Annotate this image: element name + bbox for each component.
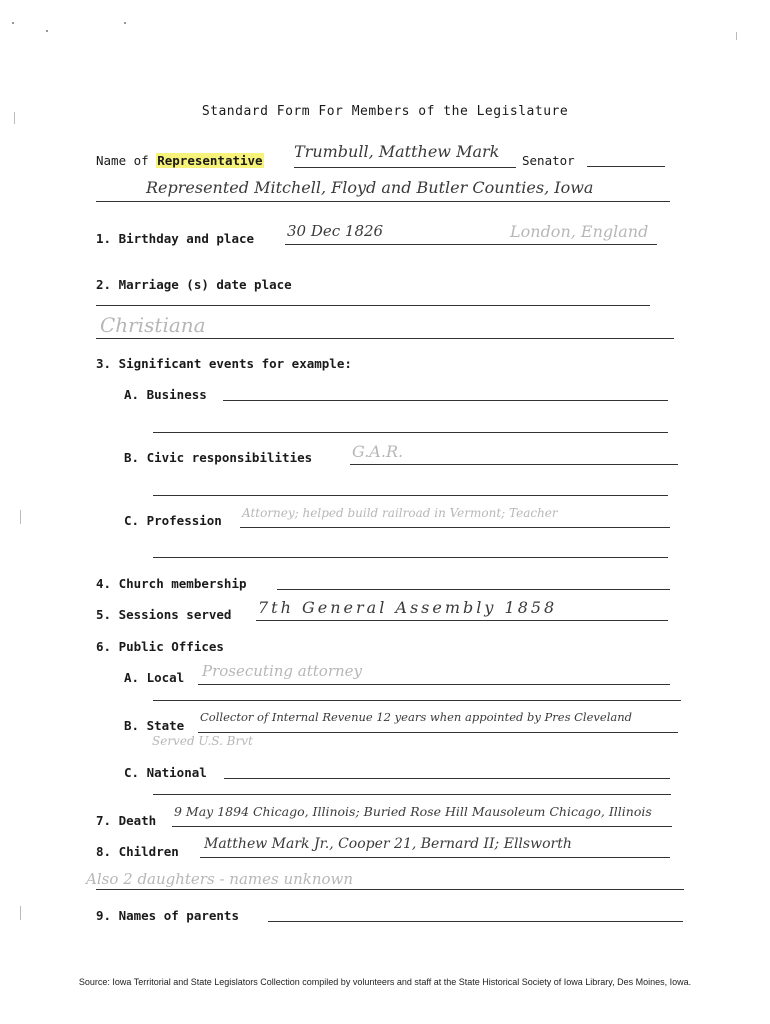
church-label: 4. Church membership [96, 576, 247, 591]
public-offices-label: 6. Public Offices [96, 639, 224, 654]
form-title: Standard Form For Members of the Legislature [201, 104, 569, 119]
scan-speck [124, 22, 126, 24]
birthday-label: 1. Birthday and place [96, 231, 255, 246]
children-label: 8. Children [96, 844, 179, 859]
state-handwriting-line2: Served U.S. Brvt [152, 734, 253, 748]
death-label: 7. Death [96, 813, 157, 828]
state-label: B. State [124, 718, 185, 733]
national-label: C. National [124, 765, 207, 780]
local-label: A. Local [124, 670, 185, 685]
birth-date-handwriting: 30 Dec 1826 [287, 222, 384, 240]
parents-label: 9. Names of parents [96, 908, 239, 923]
local-handwriting: Prosecuting attorney [202, 662, 362, 680]
profession-handwriting: Attorney; helped build railroad in Vermont; Teacher [242, 506, 558, 520]
name-handwriting: Trumbull, Matthew Mark [294, 142, 500, 161]
children-handwriting-line2: Also 2 daughters - names unknown [86, 870, 354, 888]
source-caption: Source: Iowa Territorial and State Legislators Collection compiled by volunteers and staff at the State Historical Society of Iowa Library, Des Moines, Iowa. [78, 977, 692, 987]
birth-place-handwriting: London, England [510, 222, 649, 241]
name-row [96, 153, 264, 168]
representative-label: Representative [157, 153, 263, 168]
scan-mark [20, 906, 21, 920]
death-handwriting: 9 May 1894 Chicago, Illinois; Buried Rose Hill Mausoleum Chicago, Illinois [174, 804, 652, 819]
scan-speck [46, 30, 48, 32]
children-handwriting: Matthew Mark Jr., Cooper 21, Bernard II; Ellsworth [204, 836, 572, 852]
state-handwriting: Collector of Internal Revenue 12 years when appointed by Pres Cleveland [200, 710, 633, 724]
civic-handwriting: G.A.R. [352, 442, 404, 461]
profession-label: C. Profession [124, 513, 222, 528]
significant-events-label: 3. Significant events for example: [96, 356, 352, 371]
sessions-label: 5. Sessions served [96, 607, 232, 622]
scan-mark [20, 510, 21, 524]
sessions-handwriting: 7th General Assembly 1858 [258, 598, 558, 617]
marriage-label: 2. Marriage (s) date place [96, 277, 292, 292]
senator-label: Senator [522, 153, 575, 168]
scan-mark [736, 32, 737, 40]
represented-handwriting: Represented Mitchell, Floyd and Butler Counties, Iowa [146, 178, 594, 197]
civic-label: B. Civic responsibilities [124, 450, 313, 465]
name-of-label: Name of [96, 153, 149, 168]
business-label: A. Business [124, 387, 207, 402]
scan-speck [12, 22, 14, 24]
marriage-handwriting: Christiana [100, 313, 206, 337]
